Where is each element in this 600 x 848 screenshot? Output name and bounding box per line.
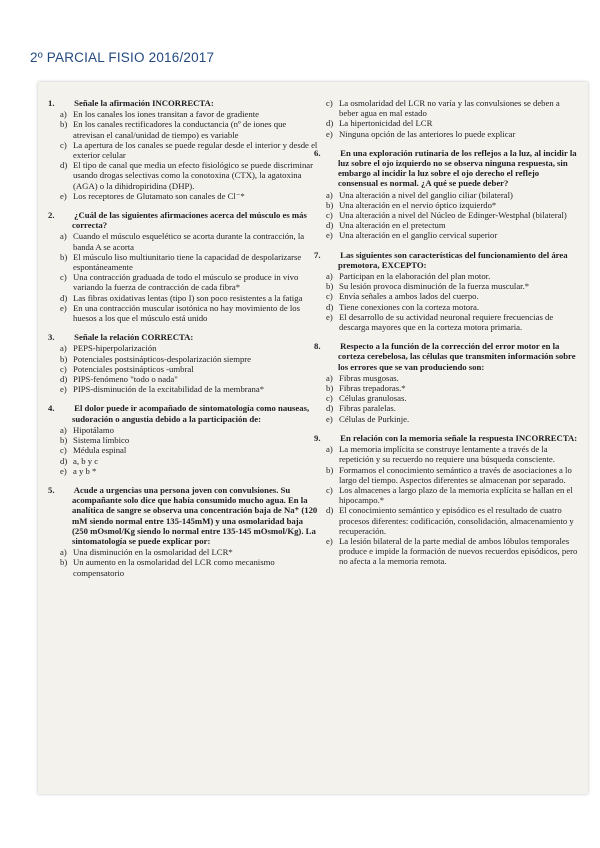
option-text: Una disminución en la osmolaridad del LCR* <box>73 547 233 558</box>
option-text: Formamos el conocimiento semántico a través de asociaciones a lo largo del tiempo. Aspectos diferentes se almacenan por separado. <box>339 464 572 485</box>
question-number: 4. <box>48 403 55 414</box>
answer-option <box>60 343 318 353</box>
question-number: 6. <box>314 147 321 158</box>
option-text: En una contracción muscular isotónica no hay movimiento de los huesos a los que el músculo está unido <box>73 302 301 324</box>
answer-option <box>326 536 581 567</box>
option-letter: d) <box>60 292 68 303</box>
option-text: Potenciales postsinápticos-despolarización siempre <box>73 353 252 364</box>
answer-option <box>60 354 318 364</box>
answer-option <box>326 118 581 128</box>
question-number: 2. <box>48 210 55 221</box>
option-text: En los canales rectificadores la conductancia (nº de iones que atrevisan el canal/unidad de tiempo) es variable <box>73 119 287 140</box>
option-letter: d) <box>60 160 68 171</box>
option-text: Ninguna opción de las anteriores lo puede explicar <box>339 128 516 139</box>
option-letter: a) <box>60 424 67 435</box>
question-text: En relación con la memoria señale la respuesta INCORRECTA: <box>340 432 578 443</box>
option-letter: c) <box>60 445 67 456</box>
answer-option <box>326 302 581 312</box>
option-letter: c) <box>60 139 67 150</box>
answer-option <box>326 200 581 210</box>
answer-option <box>326 414 581 424</box>
answer-option <box>60 364 318 374</box>
option-text: Participan en la elaboración del plan motor. <box>339 271 491 282</box>
answer-option <box>326 312 581 332</box>
option-letter: e) <box>60 465 67 476</box>
option-text: Los receptores de Glutamato son canales de Cl⁻* <box>73 190 245 201</box>
option-text: Su lesión provoca disminución de la fuerza muscular.* <box>339 281 530 292</box>
option-letter: d) <box>326 118 334 129</box>
option-text: Fibras paralelas. <box>339 403 396 414</box>
option-letter: e) <box>60 302 67 313</box>
answer-option <box>60 384 318 394</box>
answer-option <box>326 98 581 118</box>
option-text: Células de Purkinje. <box>339 413 410 424</box>
answer-option <box>326 393 581 403</box>
question-stem <box>314 147 581 189</box>
option-text: La memoria implícita se construye lentamente a través de la repetición y su recuerdo no requiere una búsqueda consciente. <box>339 444 555 465</box>
answer-option <box>60 456 318 466</box>
option-letter: a) <box>326 444 333 455</box>
option-text: Sistema límbico <box>73 435 130 446</box>
option-letter: a) <box>60 109 67 120</box>
question-text: Las siguientes son características del funcionamiento del área premotora, EXCEPTO: <box>338 249 568 270</box>
answer-option <box>60 557 318 577</box>
question-stem <box>48 98 318 108</box>
option-letter: d) <box>326 220 334 231</box>
question-number: 3. <box>48 332 55 343</box>
option-letter: d) <box>60 374 68 385</box>
option-text: Una alteración en el nervio óptico izquierdo* <box>339 199 497 210</box>
question-stem <box>314 432 581 443</box>
question-stem <box>48 332 318 343</box>
option-text: PIPS-fenómeno "todo o nada" <box>73 374 178 385</box>
option-text: PIPS-disminución de la excitabilidad de la membrana* <box>73 384 265 395</box>
option-letter: c) <box>326 291 333 302</box>
option-text: Células granulosas. <box>339 393 407 404</box>
option-text: Una alteración a nivel del Núcleo de Edinger-Westphal (bilateral) <box>339 210 567 221</box>
option-text: Hipotálamo <box>73 424 115 435</box>
option-text: Una alteración en el pretectum <box>339 220 446 231</box>
option-letter: e) <box>326 413 333 424</box>
answer-option <box>326 210 581 220</box>
exam-sheet <box>38 82 588 794</box>
question-stem <box>48 210 318 231</box>
option-letter: e) <box>326 535 333 546</box>
option-letter: c) <box>326 484 333 495</box>
question-block <box>48 98 318 201</box>
question-text: Señale la afirmación INCORRECTA: <box>74 98 214 108</box>
question-text: Acude a urgencias una persona joven con convulsiones. Su acompañante solo dice que había consumido mucho agua. En la analítica de sangre se observa una concentración baja de Na⁺ (120 mM siendo normal entre 135-145mM) y una osmolaridad baja (250 mOsmol/Kg siendo lo normal entre 135-145 mOsmol/Kg). La sintomatología se puede explicar por: <box>72 484 318 546</box>
option-letter: c) <box>60 363 67 374</box>
question-block <box>48 210 318 324</box>
option-text: La apertura de los canales se puede regular desde el interior y desde el exterior celular <box>73 139 318 161</box>
option-letter: d) <box>326 301 334 312</box>
option-text: Un aumento en la osmolaridad del LCR como mecanismo compensatorio <box>73 557 275 578</box>
question-block <box>314 432 581 567</box>
question-block <box>48 332 318 395</box>
question-text: En una exploración rutinaria de los reflejos a la luz, al incidir la luz sobre el ojo izquierdo no se observa ninguna respuesta, sin embargo al incidir la luz sobre el ojo derecho el reflejo consensual es normal. ¿A qué se puede deber? <box>338 147 577 189</box>
option-text: Potenciales postsinápticos -umbral <box>73 363 194 374</box>
option-letter: c) <box>60 272 67 283</box>
option-text: El tipo de canal que media un efecto fisiológico se puede discriminar usando drogas selectivas como la conotoxina (CTX), la agatoxina (AGA) o la dihidropiridina (DHP). <box>73 160 314 191</box>
option-letter: b) <box>326 281 334 292</box>
answer-option <box>326 465 581 485</box>
answer-option <box>326 281 581 291</box>
question-stem <box>48 484 318 546</box>
option-letter: a) <box>326 271 333 282</box>
option-letter: b) <box>60 251 68 262</box>
answer-option <box>60 293 318 303</box>
question-number: 5. <box>48 484 55 495</box>
option-letter: a) <box>60 231 67 242</box>
option-letter: b) <box>326 383 334 394</box>
answer-option <box>326 129 581 139</box>
question-block <box>48 403 318 476</box>
option-letter: e) <box>326 311 333 322</box>
option-letter: d) <box>60 455 68 466</box>
option-text: Una alteración a nivel del ganglio ciliar (bilateral) <box>339 189 513 200</box>
option-letter: d) <box>326 403 334 414</box>
answer-option <box>60 231 318 251</box>
option-text: Los almacenes a largo plazo de la memoria explícita se hallan en el hipocampo.* <box>339 484 573 506</box>
option-letter: e) <box>60 190 67 201</box>
option-letter: e) <box>326 230 333 241</box>
question-text: Respecto a la función de la corrección del error motor en la corteza cerebelosa, las células que transmiten información sobre los errores que se van produciendo son: <box>338 341 576 372</box>
option-letter: c) <box>326 210 333 221</box>
answer-option <box>60 272 318 292</box>
answer-option <box>60 466 318 476</box>
option-letter: b) <box>60 353 68 364</box>
option-text: PEPS-hiperpolarización <box>73 343 157 354</box>
answer-option <box>326 230 581 240</box>
right-column <box>314 98 581 576</box>
question-number: 7. <box>314 249 321 260</box>
answer-option <box>326 444 581 464</box>
answer-option <box>326 190 581 200</box>
option-text: Las fibras oxidativas lentas (tipo I) son poco resistentes a la fatiga <box>73 292 303 303</box>
answer-option <box>326 271 581 281</box>
answer-option <box>60 547 318 557</box>
answer-option <box>326 485 581 505</box>
answer-option <box>60 445 318 455</box>
option-letter: b) <box>326 464 334 475</box>
option-text: El conocimiento semántico y episódico es el resultado de cuatro procesos diferentes: codificación, consolidación, almacenamiento y recuperación. <box>339 505 574 536</box>
option-text: Una contracción graduada de todo el músculo se produce in vivo variando la fuerza de contracción de cada fibra* <box>73 272 299 293</box>
option-text: Fibras musgosas. <box>339 372 399 383</box>
page-title: 2º PARCIAL FISIO 2016/2017 <box>30 50 215 65</box>
answer-option <box>326 220 581 230</box>
option-letter: b) <box>60 557 68 568</box>
option-text: a, b y c <box>73 455 99 466</box>
answer-option <box>60 425 318 435</box>
question-stem <box>314 341 581 372</box>
answer-option <box>326 403 581 413</box>
answer-option <box>60 160 318 191</box>
option-letter: d) <box>326 505 334 516</box>
option-letter: a) <box>326 189 333 200</box>
answer-option <box>326 373 581 383</box>
option-text: Una alteración en el ganglio cervical superior <box>339 230 498 241</box>
question-block <box>48 484 318 578</box>
option-letter: a) <box>60 547 67 558</box>
question-block <box>314 147 581 241</box>
answer-option <box>60 191 318 201</box>
question-number: 1. <box>48 98 55 108</box>
question-block <box>326 98 581 139</box>
option-letter: b) <box>60 119 68 130</box>
option-letter: e) <box>60 384 67 395</box>
option-letter: b) <box>60 435 68 446</box>
option-letter: b) <box>326 199 334 210</box>
option-text: La hipertonicidad del LCR <box>339 118 433 129</box>
option-letter: a) <box>60 343 67 354</box>
option-letter: e) <box>326 128 333 139</box>
answer-option <box>60 374 318 384</box>
question-number: 9. <box>314 432 321 443</box>
question-stem <box>48 403 318 424</box>
option-letter: c) <box>326 393 333 404</box>
answer-option <box>326 505 581 536</box>
question-block <box>314 341 581 424</box>
answer-option <box>60 435 318 445</box>
answer-option <box>60 252 318 272</box>
answer-option <box>326 291 581 301</box>
option-text: Envía señales a ambos lados del cuerpo. <box>339 291 479 302</box>
option-text: Tiene conexiones con la corteza motora. <box>339 301 480 312</box>
option-text: El músculo liso multiunitario tiene la capacidad de despolarizarse espontáneamente <box>73 251 302 273</box>
option-text: La osmolaridad del LCR no varía y las convulsiones se deben a beber agua en mal estado <box>339 98 560 119</box>
option-text: a y b * <box>73 465 97 476</box>
answer-option <box>60 109 318 119</box>
question-text: El dolor puede ir acompañado de sintomatología como nauseas, sudoración o angustia debido a la participación de: <box>72 403 310 424</box>
option-letter: a) <box>326 372 333 383</box>
option-text: Cuando el músculo esquelético se acorta durante la contracción, la banda A se acorta <box>73 231 305 252</box>
option-text: Médula espinal <box>73 445 127 456</box>
option-text: El desarrollo de su actividad neuronal requiere frecuencias de descarga mayores que en la corteza motora primaria. <box>339 311 554 333</box>
question-stem <box>314 249 581 270</box>
option-text: La lesión bilateral de la parte medial de ambos lóbulos temporales produce e impide la formación de nuevos recuerdos episódicos, pero no afecta a la memoria remota. <box>339 535 578 567</box>
question-number: 8. <box>314 341 321 352</box>
option-text: Fibras trepadoras.* <box>339 383 406 394</box>
answer-option <box>326 383 581 393</box>
answer-option <box>60 303 318 323</box>
option-text: En los canales los iones transitan a favor de gradiente <box>73 109 259 120</box>
left-column <box>48 98 318 587</box>
answer-option <box>60 140 318 160</box>
question-block <box>314 249 581 333</box>
question-text: ¿Cuál de las siguientes afirmaciones acerca del músculo es más correcta? <box>72 210 307 231</box>
option-letter: c) <box>326 98 333 108</box>
question-text: Señale la relación CORRECTA: <box>74 332 194 343</box>
answer-option <box>60 119 318 139</box>
